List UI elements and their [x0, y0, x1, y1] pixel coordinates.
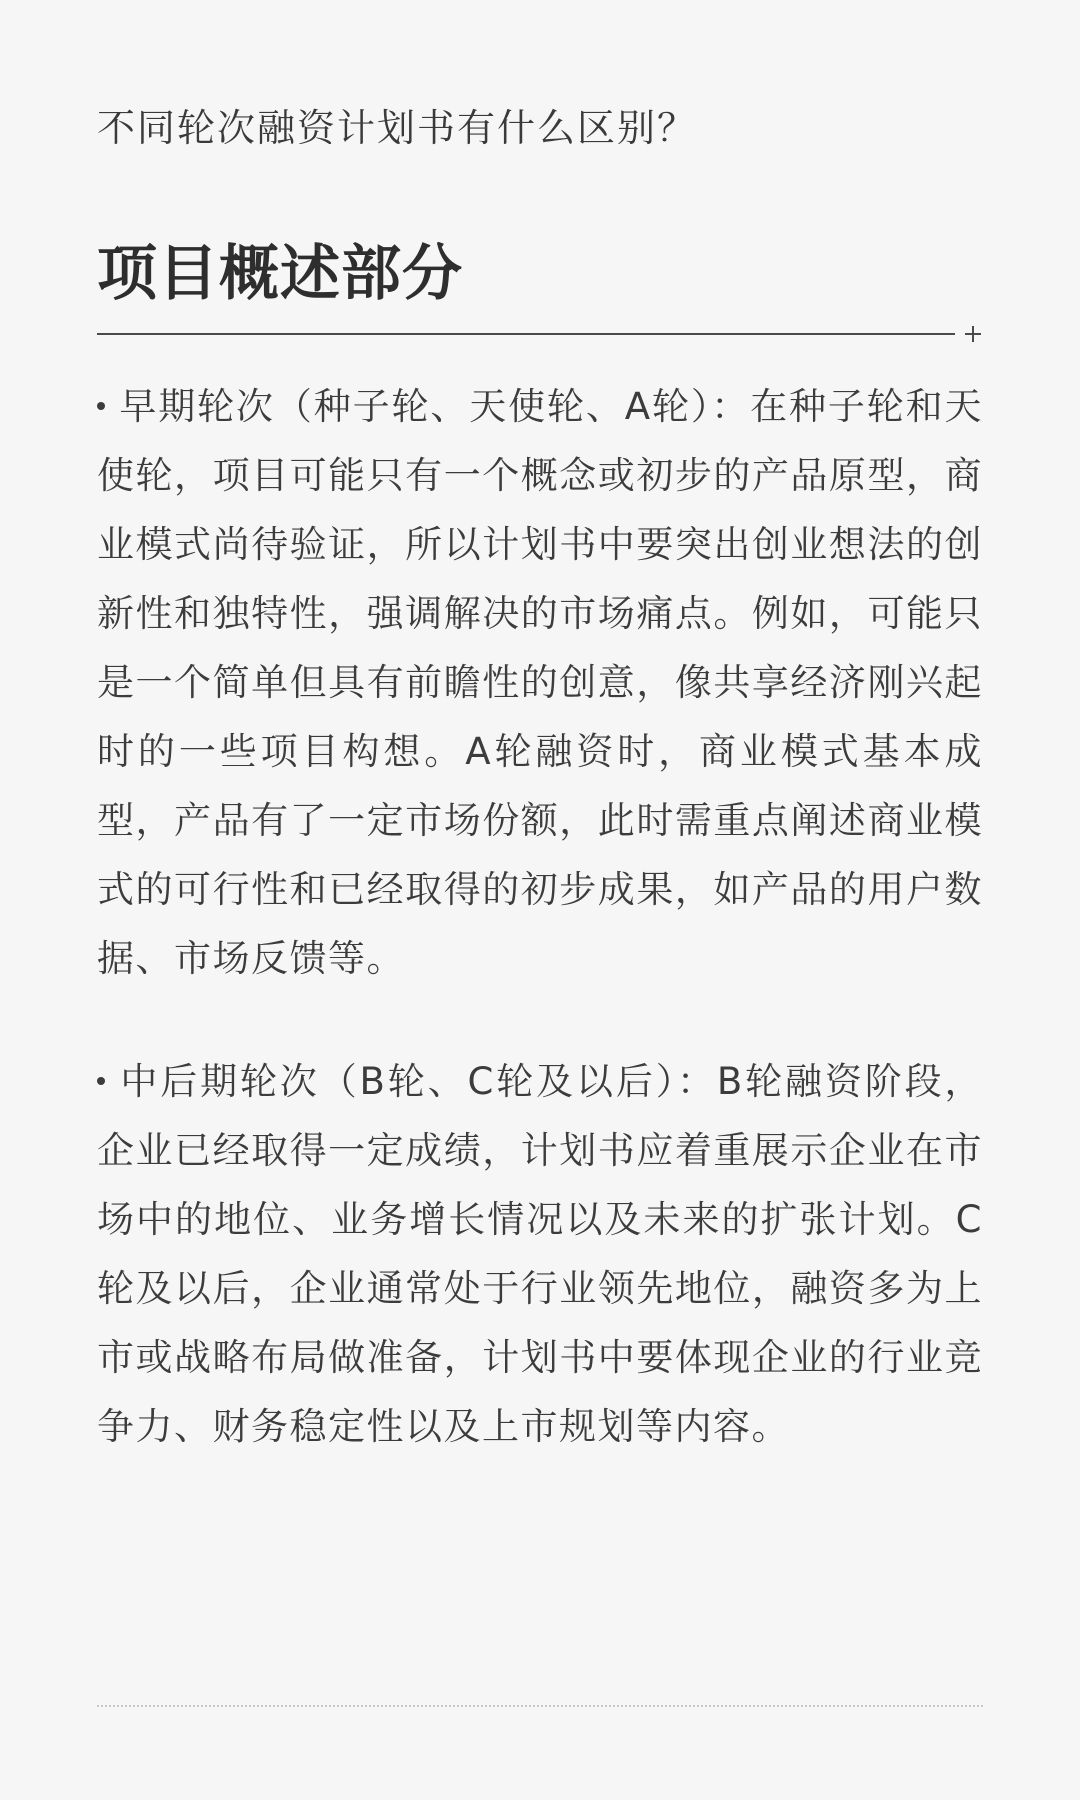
divider-line	[97, 333, 955, 335]
paragraph-text: 中后期轮次（B轮、C轮及以后）：B轮融资阶段，企业已经取得一定成绩，计划书应着重展示企业在市场中的地位、业务增长情况以及未来的扩张计划。C轮及以后，企业通常处于行业领先地位，融资多为上市或战略布局做准备，计划书中要体现企业的行业竞争力、财务稳定性以及上市规划等内容。	[97, 1060, 983, 1448]
question-title: 不同轮次融资计划书有什么区别？	[97, 106, 698, 150]
article	[97, 0, 983, 1800]
paragraph-text: 早期轮次（种子轮、天使轮、A轮）：在种子轮和天使轮，项目可能只有一个概念或初步的产品原型，商业模式尚待验证，所以计划书中要突出创业想法的创新性和独特性，强调解决的市场痛点。例如，可能只是一个简单但具有前瞻性的创意，像共享经济刚兴起时的一些项目构想。A轮融资时，商业模式基本成型，产品有了一定市场份额，此时需重点阐述商业模式的可行性和已经取得的初步成果，如产品的用户数据、市场反馈等。	[97, 385, 983, 980]
heading-divider	[97, 322, 983, 346]
plus-icon	[963, 322, 983, 346]
bullet-dot-icon	[97, 1077, 105, 1085]
section-heading: 项目概述部分	[97, 239, 463, 309]
footer-dotted-divider	[97, 1705, 983, 1707]
paragraph-early-rounds	[97, 372, 983, 993]
bullet-dot-icon	[97, 402, 105, 410]
paragraph-later-rounds	[97, 1047, 983, 1461]
